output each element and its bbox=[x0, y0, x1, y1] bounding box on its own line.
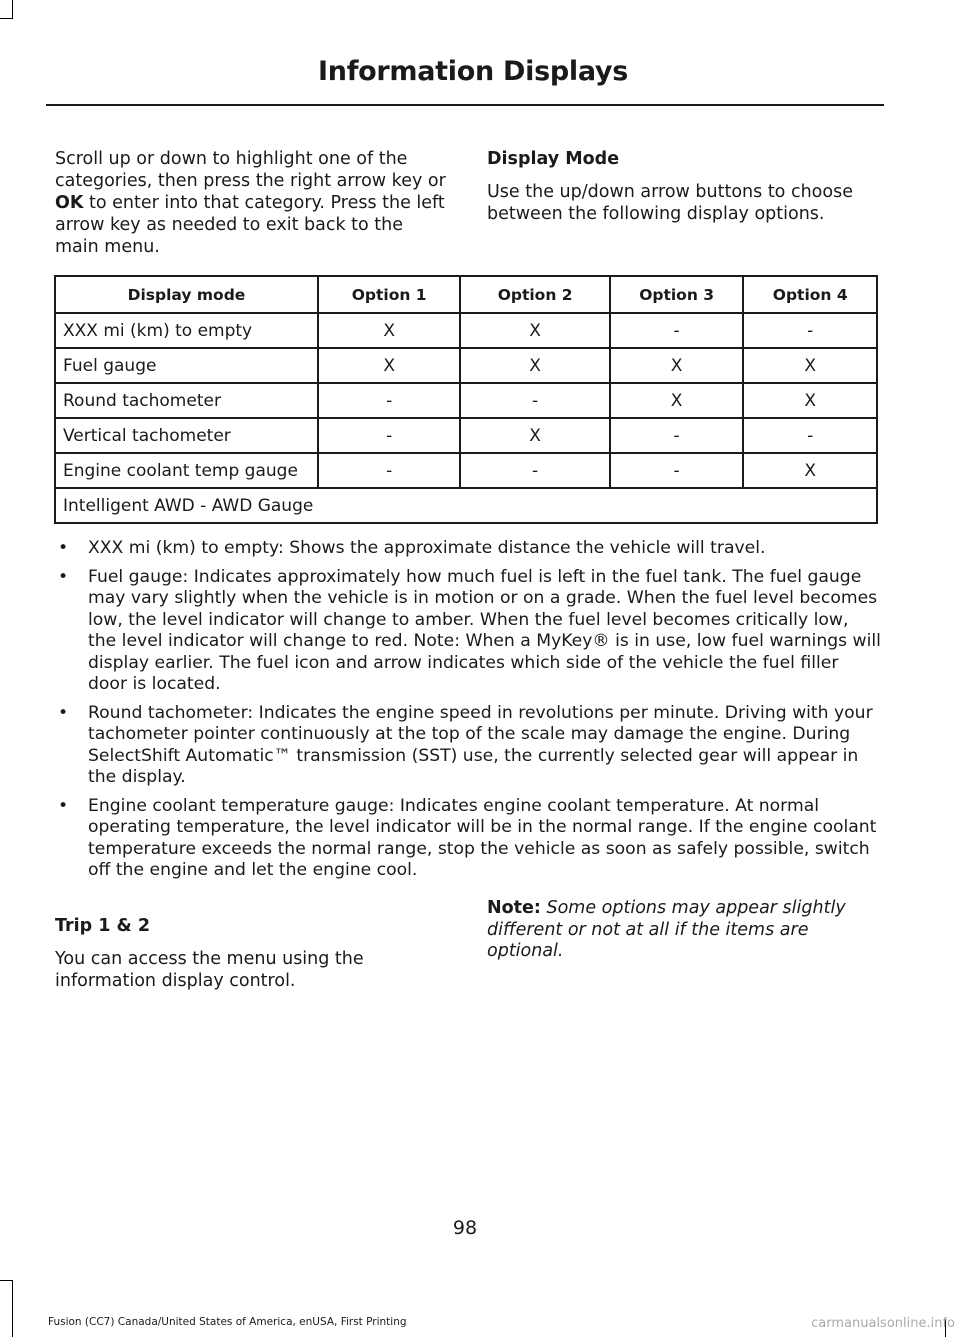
table-cell: X bbox=[460, 418, 609, 453]
table-cell: - bbox=[610, 418, 744, 453]
display-mode-table bbox=[54, 275, 878, 524]
table-cell: - bbox=[743, 313, 877, 348]
table-cell: - bbox=[743, 418, 877, 453]
list-item-text: Round tachometer: Indicates the engine speed in revolutions per minute. Driving with your tachometer pointer continuously at the top of the scale may damage the engine. During SelectShift Automatic™ transmission (SST) use, the currently selected gear will appear in the display. bbox=[88, 702, 873, 787]
page-title: Information Displays bbox=[318, 56, 628, 87]
table-cell: Round tachometer bbox=[55, 383, 318, 418]
table-header-cell: Display mode bbox=[55, 276, 318, 313]
list-item bbox=[55, 538, 881, 560]
table-row bbox=[55, 313, 877, 348]
crop-mark bbox=[0, 1280, 13, 1281]
table-cell: XXX mi (km) to empty bbox=[55, 313, 318, 348]
table-cell: - bbox=[460, 453, 609, 488]
table-cell: X bbox=[610, 383, 744, 418]
trip-text: You can access the menu using the information display control. bbox=[55, 949, 364, 991]
list-item-text: Engine coolant temperature gauge: Indicates engine coolant temperature. At normal operating temperature, the level indicator will be in the normal range. If the engine coolant temperature exceeds the normal range, stop the vehicle as soon as safely possible, switch off the engine and let the engine cool. bbox=[88, 795, 877, 880]
header-divider bbox=[46, 104, 884, 106]
display-mode-text: Use the up/down arrow buttons to choose between the following display options. bbox=[487, 182, 853, 224]
table-cell: X bbox=[460, 348, 609, 383]
watermark: carmanualsonline.info bbox=[811, 1316, 955, 1331]
note-text: Some options may appear slightly different or not at all if the items are optional. bbox=[487, 898, 846, 961]
note-label: Note: bbox=[487, 898, 541, 918]
table-cell: X bbox=[743, 383, 877, 418]
list-item-text: XXX mi (km) to empty: Shows the approximate distance the vehicle will travel. bbox=[88, 538, 766, 558]
table-row bbox=[55, 383, 877, 418]
table-row bbox=[55, 348, 877, 383]
list-item bbox=[55, 567, 881, 696]
table-cell: Engine coolant temp gauge bbox=[55, 453, 318, 488]
bullet-icon: • bbox=[58, 702, 69, 723]
table-header-row bbox=[55, 276, 877, 313]
ok-key-label: OK bbox=[55, 193, 84, 213]
table-cell: X bbox=[743, 453, 877, 488]
note-block bbox=[487, 898, 887, 963]
crop-mark bbox=[12, 0, 13, 18]
list-item-text: Fuel gauge: Indicates approximately how much fuel is left in the fuel tank. The fuel gauge may vary slightly when the vehicle is in motion or on a grade. When the fuel level becomes low, the level indicator will change to amber. When the fuel level becomes critically low, the level indicator will change to red. Note: When a MyKey® is in use, low fuel warnings will display earlier. The fuel icon and arrow indicates which side of the vehicle the fuel filler door is located. bbox=[88, 566, 881, 694]
table-cell: Fuel gauge bbox=[55, 348, 318, 383]
table-header-cell: Option 3 bbox=[610, 276, 744, 313]
table-cell: X bbox=[743, 348, 877, 383]
table-cell: X bbox=[610, 348, 744, 383]
table-header-cell: Option 1 bbox=[318, 276, 461, 313]
bullet-icon: • bbox=[58, 538, 69, 558]
table-cell: X bbox=[318, 348, 461, 383]
table-cell: - bbox=[610, 453, 744, 488]
display-mode-heading: Display Mode bbox=[487, 149, 620, 169]
trip-section bbox=[55, 915, 450, 992]
gauge-description-list bbox=[55, 538, 881, 889]
crop-mark bbox=[12, 1280, 13, 1337]
display-mode-section bbox=[487, 148, 887, 225]
table-cell: - bbox=[318, 453, 461, 488]
intro-column bbox=[55, 148, 450, 258]
bullet-icon: • bbox=[58, 795, 69, 816]
table-cell: X bbox=[460, 313, 609, 348]
trip-heading: Trip 1 & 2 bbox=[55, 916, 151, 936]
table-row bbox=[55, 453, 877, 488]
table-header-cell: Option 2 bbox=[460, 276, 609, 313]
list-item bbox=[55, 796, 881, 882]
intro-text-start: Scroll up or down to highlight one of the categories, then press the right arrow key or bbox=[55, 149, 446, 191]
table-cell: X bbox=[318, 313, 461, 348]
table-row bbox=[55, 488, 877, 523]
crop-mark bbox=[0, 18, 13, 19]
table-cell: - bbox=[460, 383, 609, 418]
bullet-icon: • bbox=[58, 566, 69, 587]
intro-paragraph bbox=[55, 148, 450, 258]
table-full-width-cell: Intelligent AWD - AWD Gauge bbox=[55, 488, 877, 523]
table-cell: - bbox=[318, 383, 461, 418]
footer-text: Fusion (CC7) Canada/United States of America, enUSA, First Printing bbox=[48, 1316, 407, 1328]
table-row bbox=[55, 418, 877, 453]
table-cell: - bbox=[318, 418, 461, 453]
table-header-cell: Option 4 bbox=[743, 276, 877, 313]
page-number: 98 bbox=[452, 1217, 478, 1239]
intro-text-end: to enter into that category. Press the left arrow key as needed to exit back to the main menu. bbox=[55, 193, 445, 257]
table-cell: - bbox=[610, 313, 744, 348]
table-cell: Vertical tachometer bbox=[55, 418, 318, 453]
list-item bbox=[55, 703, 881, 789]
